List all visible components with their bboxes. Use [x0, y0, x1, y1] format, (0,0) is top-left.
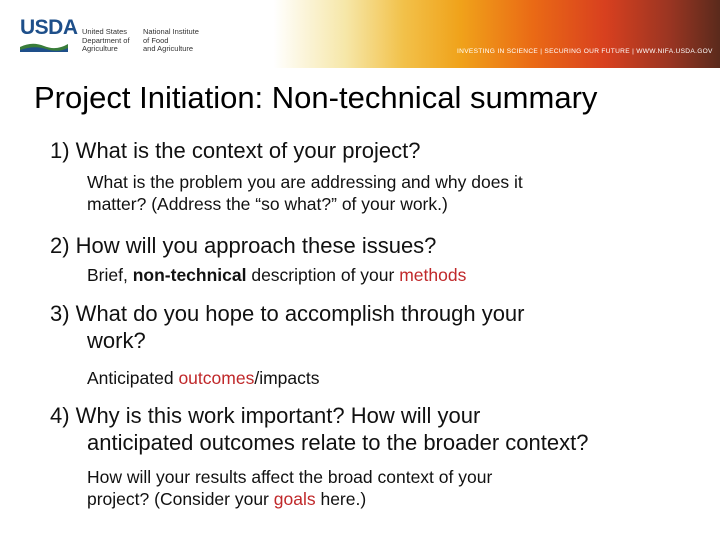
question-2-text: 2) How will you approach these issues?	[50, 233, 437, 258]
question-3	[50, 300, 525, 354]
detail-4-post: here.)	[315, 489, 367, 509]
question-3-line-2: work?	[87, 328, 146, 353]
detail-4-line-1: How will your results affect the broad context of your	[87, 467, 493, 487]
detail-3-pre: Anticipated	[87, 368, 179, 388]
detail-3-post: /impacts	[254, 368, 320, 388]
detail-1-line-2: matter? (Address the “so what?” of your work.)	[87, 194, 448, 214]
detail-4-highlight: goals	[273, 489, 316, 509]
question-3-line-1: 3) What do you hope to accomplish through your	[50, 301, 525, 326]
question-1	[50, 137, 421, 164]
detail-1	[87, 171, 523, 215]
question-2	[50, 232, 436, 259]
detail-4-pre: project? (Consider your	[87, 489, 274, 509]
detail-4	[87, 466, 492, 510]
detail-2-mid: description of your	[246, 265, 400, 285]
detail-2-highlight: methods	[399, 265, 467, 285]
slide-title: Project Initiation: Non-technical summary	[34, 80, 598, 115]
question-4	[50, 402, 588, 456]
detail-1-line-1: What is the problem you are addressing and why does it	[87, 172, 523, 192]
agency-name-nifa: National Institute of Food and Agriculture	[143, 27, 199, 54]
detail-2-pre: Brief,	[87, 265, 133, 285]
question-4-line-1: 4) Why is this work important? How will your	[50, 403, 481, 428]
usda-logo: USDA	[20, 16, 78, 39]
detail-3-highlight: outcomes	[178, 368, 255, 388]
agency-name-usda: United States Department of Agriculture	[82, 27, 130, 54]
question-1-text: 1) What is the context of your project?	[50, 138, 421, 163]
detail-2-bold: non-technical	[132, 265, 247, 285]
question-4-line-2: anticipated outcomes relate to the broader context?	[87, 430, 589, 455]
detail-3	[87, 367, 319, 389]
header-tagline: INVESTING IN SCIENCE | SECURING OUR FUTURE | WWW.NIFA.USDA.GOV	[457, 48, 713, 55]
detail-2	[87, 264, 466, 286]
